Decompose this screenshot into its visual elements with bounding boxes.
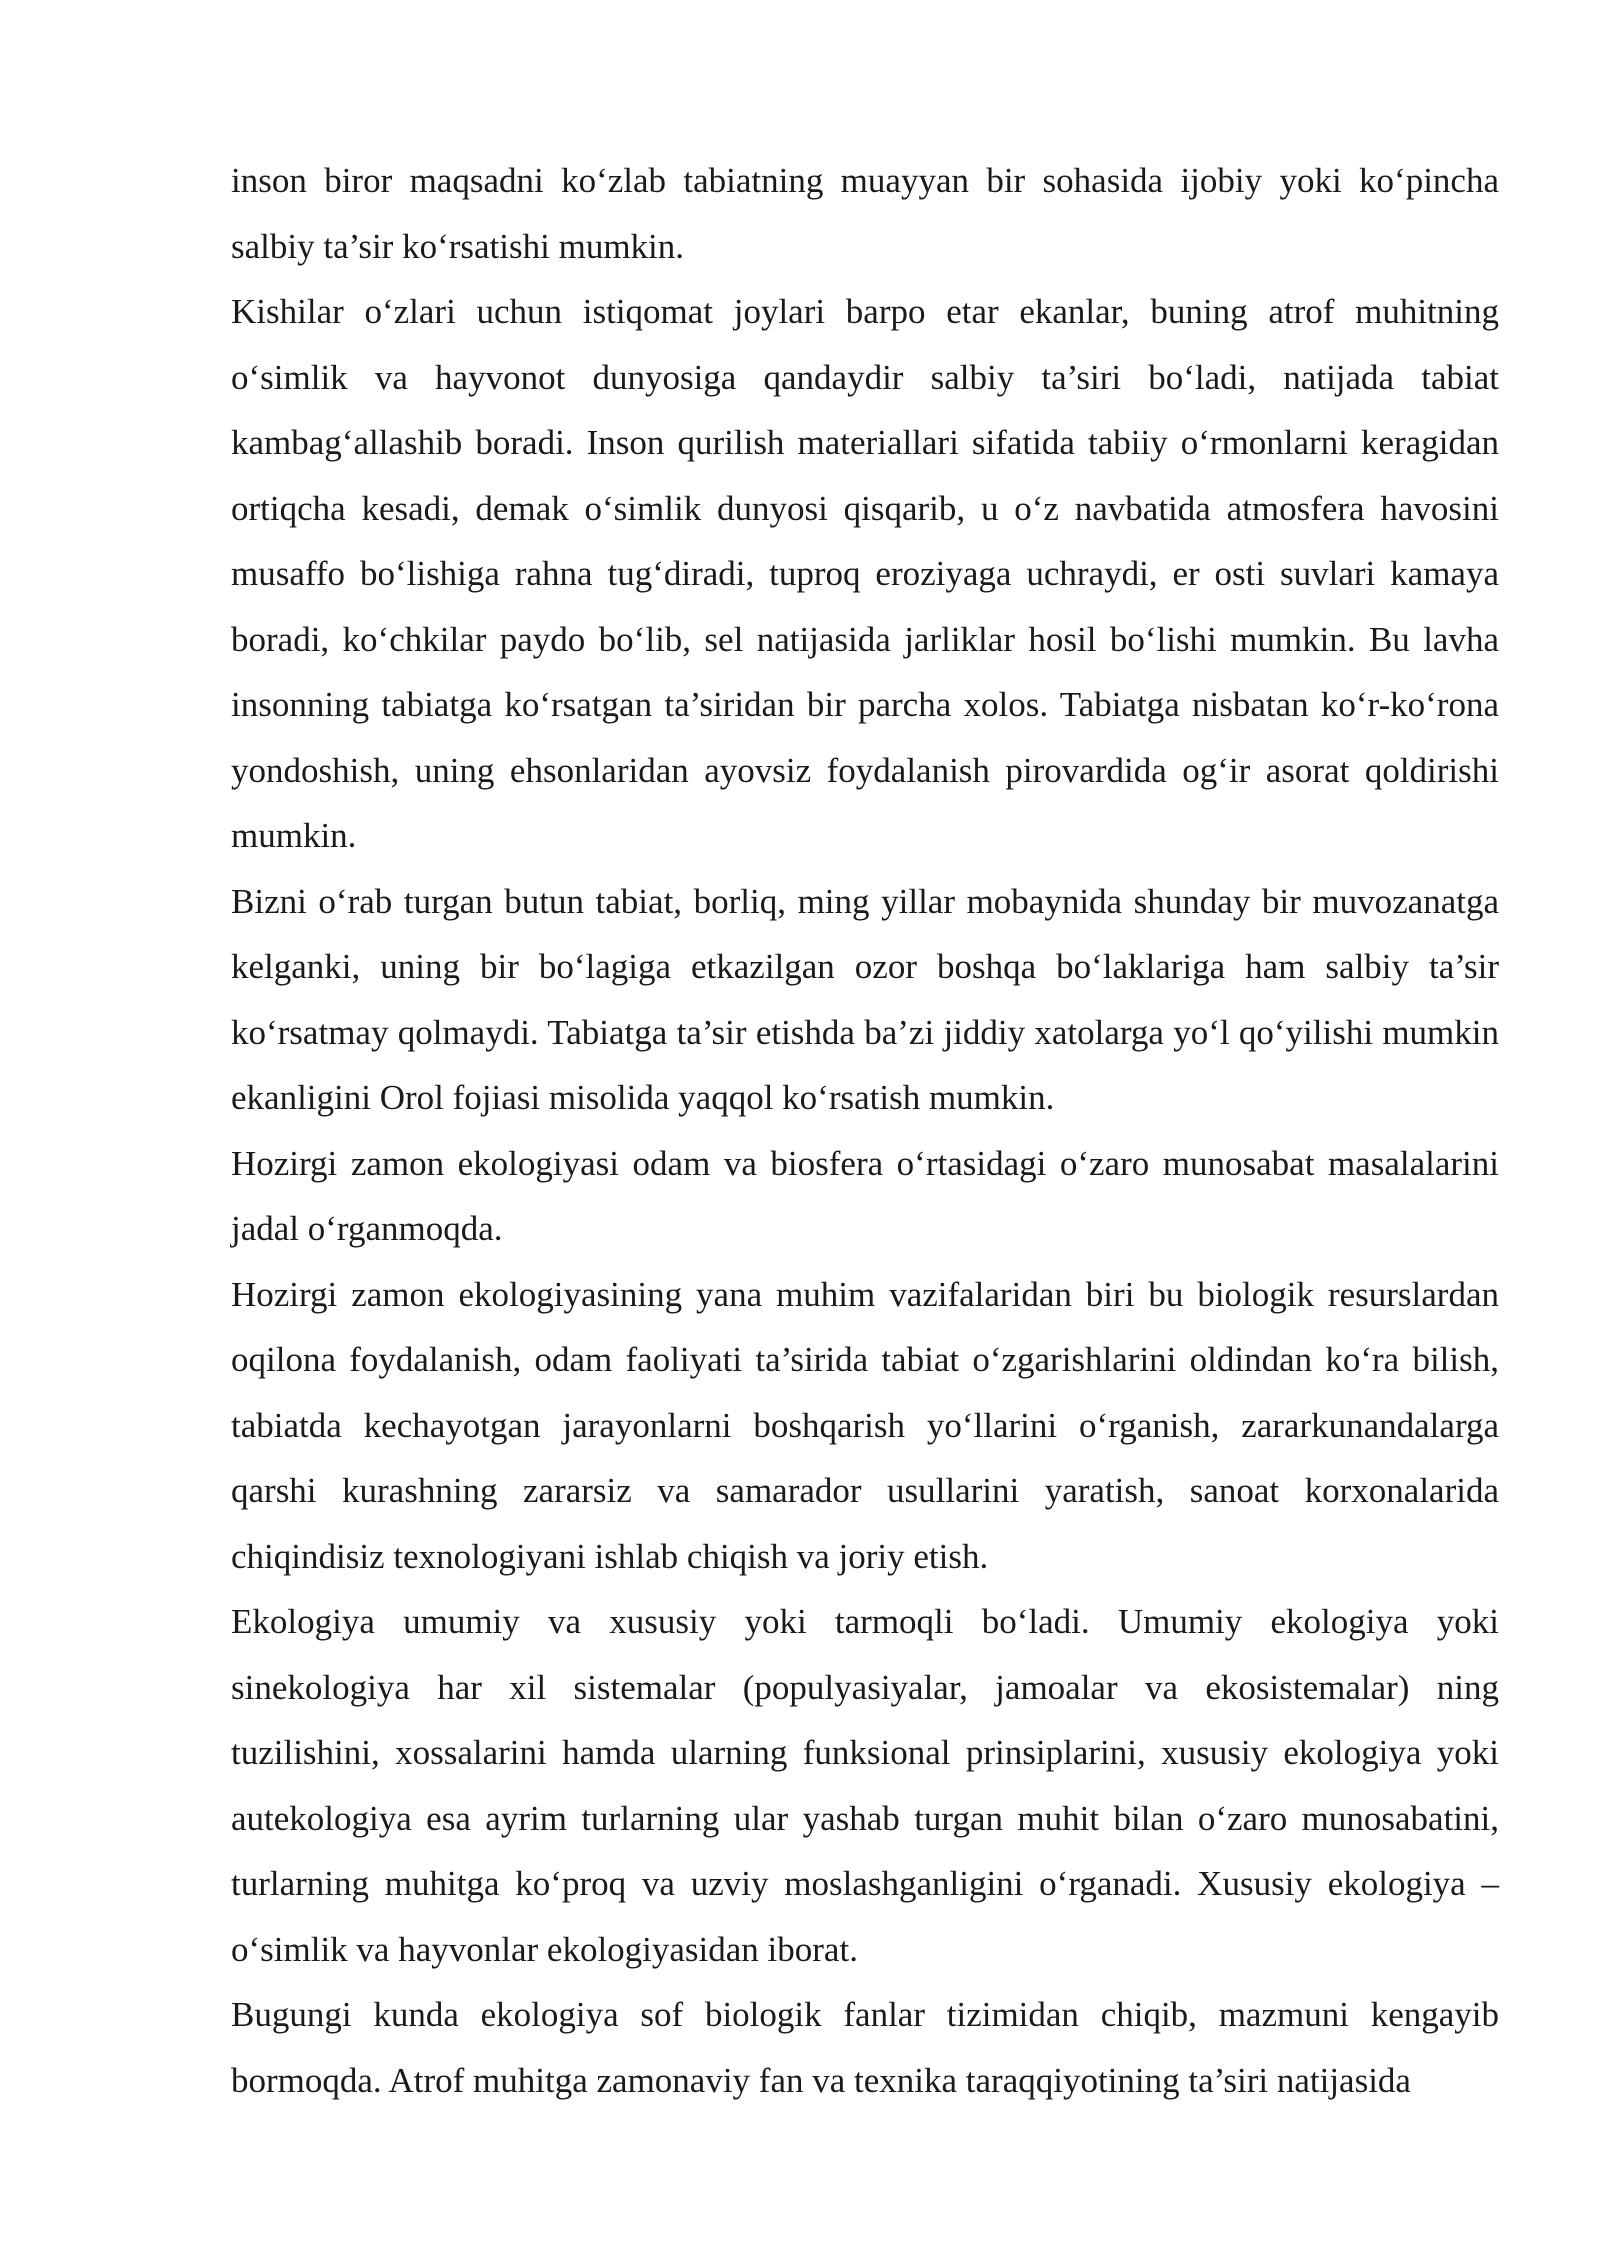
document-body [231,148,1499,2113]
paragraph: inson biror maqsadni ko‘zlab tabiatning muayyan bir sohasida ijobiy yoki ko‘pincha salbiy ta’sir ko‘rsatishi mumkin. [231,161,1499,266]
paragraph: Kishilar o‘zlari uchun istiqomat joylari barpo etar ekanlar, buning atrof muhitning o‘simlik va hayvonot dunyosiga qandaydir salbiy ta’siri bo‘ladi, natijada tabiat kambag‘allashib boradi. Inson qurilish materiallari sifatida tabiiy o‘rmonlarni keragidan ortiqcha kesadi, demak o‘simlik dunyosi qisqarib, u o‘z navbatida atmosfera havosini musaffo bo‘lishiga rahna tug‘diradi, tuproq eroziyaga uchraydi, er osti suvlari kamaya boradi, ko‘chkilar paydo bo‘lib, sel natijasida jarliklar hosil bo‘lishi mumkin. Bu lavha insonning tabiatga ko‘rsatgan ta’siridan bir parcha xolos. Tabiatga nisbatan ko‘r-ko‘rona yondoshish, uning ehsonlaridan ayovsiz foydalanish pirovardida og‘ir asorat qoldirishi mumkin. [231,292,1499,855]
paragraph: Bizni o‘rab turgan butun tabiat, borliq, ming yillar mobaynida shunday bir muvozanatga kelganki, uning bir bo‘lagiga etkazilgan ozor boshqa bo‘laklariga ham salbiy ta’sir ko‘rsatmay qolmaydi. Tabiatga ta’sir etishda ba’zi jiddiy xatolarga yo‘l qo‘yilishi mumkin ekanligini Orol fojiasi misolida yaqqol ko‘rsatish mumkin. [231,881,1499,1117]
paragraph: Ekologiya umumiy va xususiy yoki tarmoqli bo‘ladi. Umumiy ekologiya yoki sinekologiya har xil sistemalar (populyasiyalar, jamoalar va ekosistemalar) ning tuzilishini, xossalarini hamda ularning funksional prinsiplarini, xususiy ekologiya yoki autekologiya esa ayrim turlarning ular yashab turgan muhit bilan o‘zaro munosabatini, turlarning muhitga ko‘proq va uzviy moslashganligini o‘rganadi. Xususiy ekologiya – o‘simlik va hayvonlar ekologiyasidan iborat. [231,1602,1499,1969]
paragraph: Bugungi kunda ekologiya sof biologik fanlar tizimidan chiqib, mazmuni kengayib bormoqda. Atrof muhitga zamonaviy fan va texnika taraqqiyotining ta’siri natijasida [231,1995,1499,2100]
paragraph: Hozirgi zamon ekologiyasining yana muhim vazifalaridan biri bu biologik resurslardan oqilona foydalanish, odam faoliyati ta’sirida tabiat o‘zgarishlarini oldindan ko‘ra bilish, tabiatda kechayotgan jarayonlarni boshqarish yo‘llarini o‘rganish, zararkunandalarga qarshi kurashning zararsiz va samarador usullarini yaratish, sanoat korxonalarida chiqindisiz texnologiyani ishlab chiqish va joriy etish. [231,1274,1499,1576]
paragraph: Hozirgi zamon ekologiyasi odam va biosfera o‘rtasidagi o‘zaro munosabat masalalarini jadal o‘rganmoqda. [231,1143,1499,1248]
